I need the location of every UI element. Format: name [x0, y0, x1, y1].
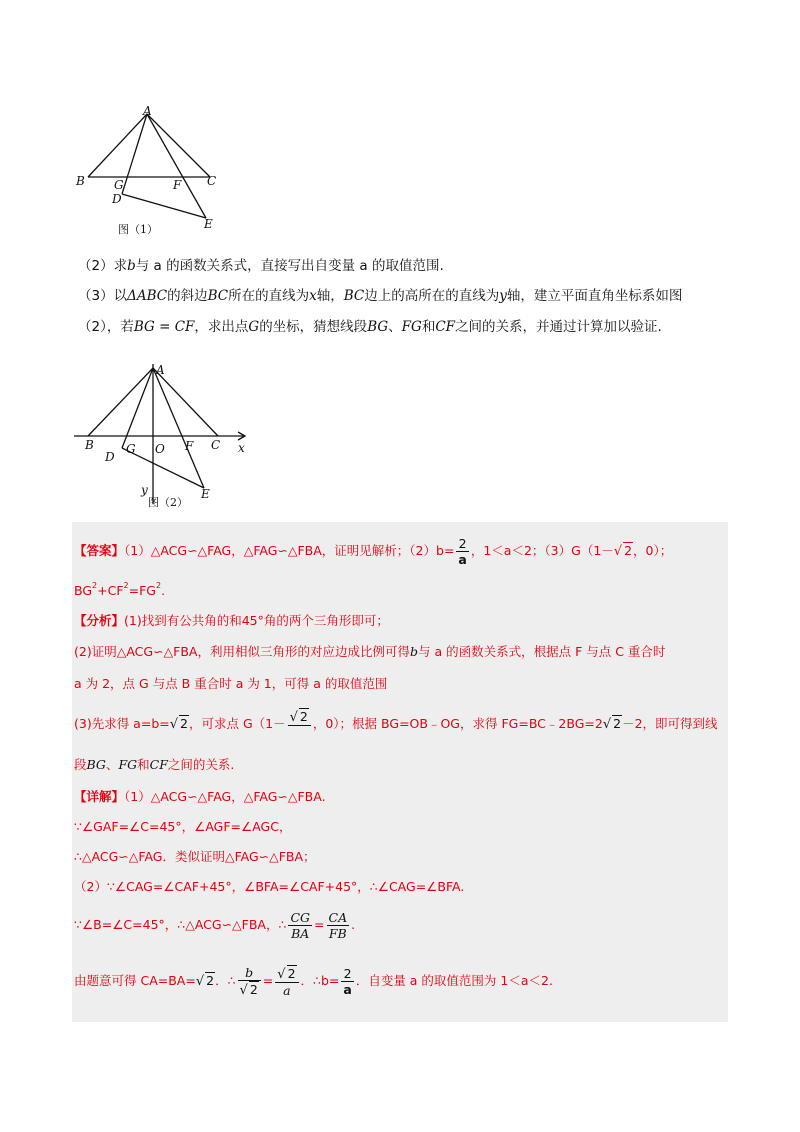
detail-fraction-b-sqrt2: $\frac{b}{√ 2}$ — [238, 965, 261, 998]
detail-line-1: 【详解】（1）△ACG∽△FAG，△FAG∽△FBA. — [74, 789, 326, 804]
figure-1-diagram — [72, 104, 232, 240]
answer-line-1: 【答案】（1）△ACG∽△FAG，△FAG∽△FBA，证明见解析；（2）b= $\frac{2}{a}$ ，1＜a＜2；（3）G（1－√ 2，0）； — [74, 536, 673, 567]
fig1-label-d: D — [112, 192, 122, 206]
fig2-axis-x: x — [238, 441, 245, 455]
fig2-label-b: B — [85, 438, 94, 452]
answer-line-2: $BG^2+CF^2=FG^2$. — [74, 581, 166, 598]
detail-line-3: ∴△ACG∽△FAG．类似证明△FAG∽△FBA； — [74, 849, 316, 864]
question-3-line-1: （3）以ΔABC的斜边BC所在的直线为x轴，BC边上的高所在的直线为y轴，建立平面直角坐标系如图 — [78, 288, 683, 304]
figure-1 — [72, 104, 232, 240]
fig2-label-a: A — [156, 363, 165, 377]
fig1-label-f: F — [173, 178, 182, 192]
detail-line-6: 由题意可得 CA=BA=√ 2．∴ $\frac{b}{√ 2}$ = $\frac{√ 2}{a}$ ．∴b= $\frac{2}{a}$ ．自变量 a 的取值范围为 1＜a＜2. — [74, 965, 553, 998]
fig2-label-c: C — [211, 438, 221, 452]
figure-2 — [72, 356, 262, 516]
analysis-line-4: (3)先求得 a=b=√ 2，可求点 G（1－ √ 2 ，0）；根据 BG=OB﹣OG，求得 FG=BC﹣2BG=2√ 2－2，即可得到线 — [74, 708, 718, 741]
fig1-label-g: G — [114, 178, 124, 192]
fig2-label-g: G — [126, 442, 136, 456]
analysis-line-2: (2)证明△ACG∽△FBA，利用相似三角形的对应边成比例可得b与 a 的函数关系式，根据点 F 与点 C 重合时 — [74, 644, 666, 659]
question-2: （2）求b与 a 的函数关系式，直接写出自变量 a 的取值范围. — [78, 258, 444, 274]
fig1-label-a: A — [143, 104, 152, 118]
fig2-label-e: E — [201, 487, 210, 501]
fig2-axis-y: y — [141, 483, 148, 497]
fig1-label-b: B — [76, 174, 85, 188]
fig1-label-c: C — [207, 174, 217, 188]
detail-line-4: （2）∵∠CAG=∠CAF+45°，∠BFA=∠CAF+45°，∴∠CAG=∠BFA. — [74, 879, 465, 894]
detail-line-2: ∵∠GAF=∠C=45°，∠AGF=∠AGC， — [74, 819, 292, 834]
fig1-caption: 图（1） — [118, 223, 158, 236]
answer-fraction: $\frac{2}{a}$ — [458, 536, 467, 567]
detail-fraction-ca-fb: $\frac{CA}{FB}$ — [328, 910, 348, 941]
detail-line-5: ∵∠B=∠C=45°，∴△ACG∽△FBA，∴ $\frac{CG}{BA}$ = $\frac{CA}{FB}$ . — [74, 910, 356, 941]
figure-2-diagram — [72, 356, 262, 516]
answer-panel — [72, 522, 728, 1022]
analysis-line-1: 【分析】(1)找到有公共角的和45°角的两个三角形即可； — [74, 613, 389, 628]
analysis-sqrt-fraction: √ 2 — [288, 708, 311, 741]
detail-fraction-sqrt2-a: $\frac{√ 2}{a}$ — [275, 965, 298, 998]
fig2-caption: 图（2） — [148, 496, 188, 509]
detail-fraction-cg-ba: $\frac{CG}{BA}$ — [290, 910, 311, 941]
fig2-label-o: O — [155, 442, 165, 456]
fig1-label-e: E — [204, 217, 213, 231]
fig2-label-d: D — [105, 450, 115, 464]
fig2-label-f: F — [185, 439, 194, 453]
detail-fraction-2-a: $\frac{2}{a}$ — [343, 966, 352, 997]
analysis-line-5: 段BG、FG和CF之间的关系. — [74, 757, 235, 772]
question-3-line-2: （2），若BG = CF，求出点G的坐标，猜想线段BG、FG和CF之间的关系，并通过计算加以验证. — [78, 319, 662, 335]
analysis-line-3: a 为 2，点 G 与点 B 重合时 a 为 1，可得 a 的取值范围 — [74, 676, 388, 691]
